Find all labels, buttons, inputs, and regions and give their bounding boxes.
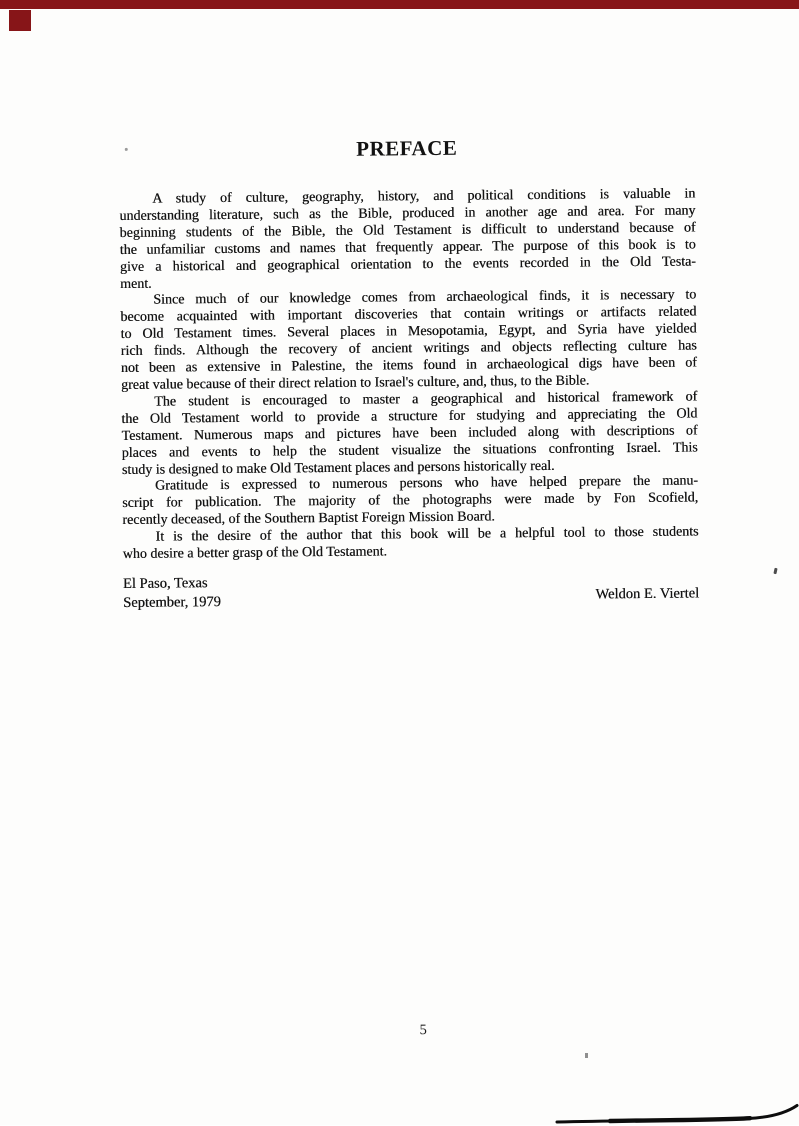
text-line: not been as extensive in Palestine, the items found in archaeological digs have been of	[120, 355, 697, 377]
text-line: to Old Testament times. Several places in Mesopotamia, Egypt, and Syria have yielded	[120, 321, 697, 343]
scan-speck	[125, 148, 128, 151]
text-line: recently deceased, of the Southern Baptist Foreign Mission Board.	[122, 509, 495, 529]
author-name: Weldon E. Viertel	[595, 585, 700, 603]
text-line: understanding literature, such as the Bible, produced in another age and area. For many	[119, 203, 696, 224]
text-line: A study of culture, geography, history, and political conditions is valuable in	[152, 186, 696, 207]
text-line: the unfamiliar customs and names that frequently appear. The purpose of this book is to	[119, 237, 696, 258]
text-line: The student is encouraged to master a geographical and historical framework of	[154, 389, 698, 410]
text-line: beginning students of the Bible, the Old Testament is difficult to understand because of	[119, 220, 696, 241]
closing-date: September, 1979	[123, 593, 221, 611]
text-line: study is designed to make Old Testament places and persons historically real.	[121, 458, 555, 478]
text-line: Since much of our knowledge comes from archaeological finds, it is necessary to	[153, 287, 697, 309]
text-line: It is the desire of the author that this book will be a helpful tool to those students	[155, 524, 699, 545]
text-line: who desire a better grasp of the Old Testament.	[122, 544, 388, 563]
text-line: rich finds. Although the recovery of ancient writings and objects reflecting culture has	[120, 338, 697, 360]
text-line: great value because of their direct relation to Israel's culture, and, thus, to the Bible.	[120, 373, 590, 393]
page-number: 5	[419, 1022, 427, 1039]
page-title: PREFACE	[356, 135, 458, 161]
text-line: Testament. Numerous maps and pictures have been included along with descriptions of	[121, 423, 698, 444]
text-line: become acquainted with important discoveries that contain writings or artifacts related	[120, 304, 697, 326]
text-line: script for publication. The majority of the photographs were made by Fon Scofield,	[122, 490, 699, 512]
text-line: give a historical and geographical orientation to the events recorded in the Old Testa-	[119, 254, 696, 275]
text-line: the Old Testament world to provide a structure for studying and appreciating the Old	[121, 406, 698, 427]
scan-speck	[585, 1053, 588, 1058]
text-line: ment.	[120, 276, 152, 292]
closing-place: El Paso, Texas	[122, 575, 208, 592]
preface-text-block	[119, 186, 699, 563]
text-line: Gratitude is expressed to numerous persons who have helped prepare the manu-	[154, 473, 699, 495]
text-line: places and events to help the student visualize the situations confronting Israel. This	[121, 440, 698, 461]
